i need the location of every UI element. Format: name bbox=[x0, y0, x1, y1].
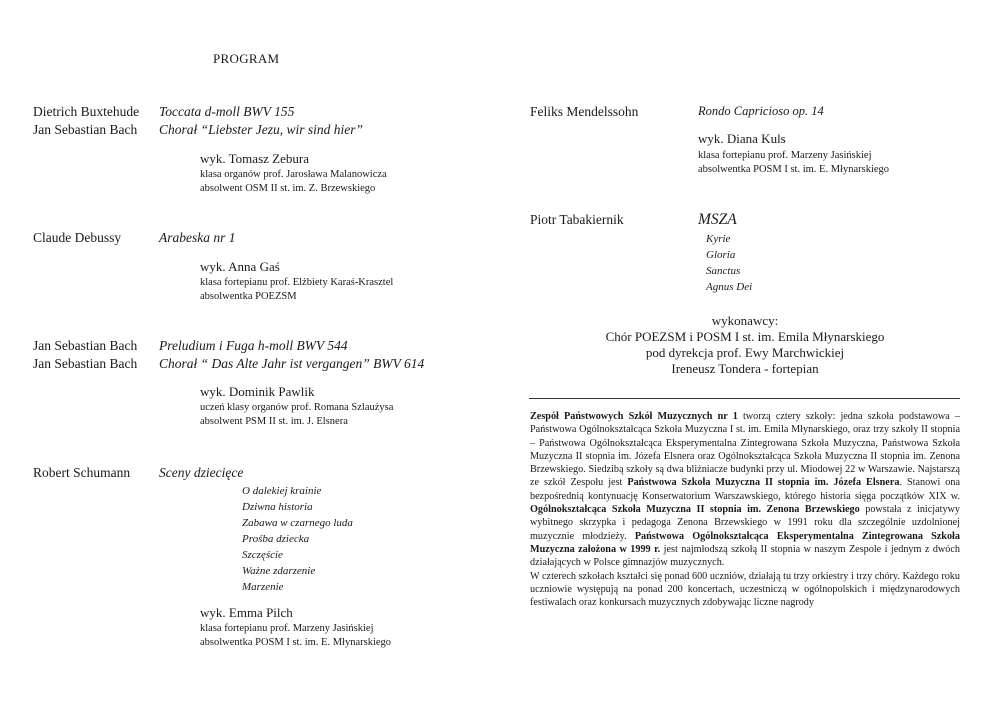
work-arabeska: Arabeska nr 1 bbox=[159, 230, 236, 245]
composer-debussy: Claude Debussy bbox=[33, 230, 122, 245]
bold-text: Ogólnokształcąca Szkoła Muzyczna II stopnia im. Zenona Brzewskiego bbox=[530, 504, 860, 516]
performer-name: wyk. Diana Kuls bbox=[698, 131, 786, 146]
school-description bbox=[530, 410, 960, 609]
performer-class: klasa organów prof. Jarosława Malanowicza bbox=[200, 169, 387, 180]
performers-line: pod dyrekcja prof. Ewy Marchwickiej bbox=[645, 345, 845, 360]
performer-school: absolwent OSM II st. im. Z. Brzewskiego bbox=[200, 183, 376, 194]
mass-part: Kyrie bbox=[706, 233, 731, 245]
movement-item: Dziwna historia bbox=[242, 501, 313, 513]
performer-name: wyk. Anna Gaś bbox=[200, 259, 280, 274]
performer-class: klasa fortepianu prof. Elżbiety Karaś-Krasztel bbox=[200, 277, 394, 288]
work-choral: Chorał “Liebster Jezu, wir sind hier” bbox=[159, 122, 364, 137]
performer-school: absolwent PSM II st. im. J. Elsnera bbox=[200, 416, 348, 427]
performer-class: uczeń klasy organów prof. Romana Szlaużysa bbox=[200, 402, 394, 413]
performer-school: absolwentka POSM I st. im. E. Młynarskiego bbox=[698, 164, 890, 175]
performers-line: Chór POEZSM i POSM I st. im. Emila Młynarskiego bbox=[605, 329, 885, 344]
movement-item: Zabawa w czarnego luda bbox=[242, 517, 353, 529]
performer-name: wyk. Emma Pilch bbox=[200, 605, 293, 620]
mass-part: Agnus Dei bbox=[706, 281, 753, 293]
work-choral: Chorał “ Das Alte Jahr ist vergangen” BWV 614 bbox=[159, 356, 425, 371]
work-preludium: Preludium i Fuga h-moll BWV 544 bbox=[159, 338, 348, 353]
composer-bach: Jan Sebastian Bach bbox=[33, 338, 138, 353]
bold-text: Państwowa Szkoła Muzyczna II stopnia im. Józefa Elsnera bbox=[627, 477, 900, 489]
body-text: powstała z inicjatywy wybitnego skrzypka i pedagoga Zenona Brzewskiego w 1991 roku dla szczególnie uzdolnionej muzycznie młodzieży. bbox=[530, 504, 960, 542]
body-text: jest najmłodszą szkołą II stopnia w naszym Zespole i jednym z dwóch działających w Polsce gimnazjów muzycznych. bbox=[530, 543, 960, 569]
work-toccata: Toccata d-moll BWV 155 bbox=[159, 104, 295, 119]
page-title: PROGRAM bbox=[213, 51, 280, 66]
body-text: tworzą cztery szkoły: jedna szkoła podstawowa – Państwowa Ogólnokształcąca Szkoła Muzyczna I st. im. Emila Młynarskiego, oraz trzy szkoły II stopnia – Państwowa Ogólnokształcąca Eksperymentalna Zintegrowana Szkoła Muzyczna, Państwowa Szkoła Muzyczna II stopnia im. Józefa Elsnera oraz Ogólnokształcąca Szkoła Muzyczna II stopnia im. Zenona Brzewskiego. Siedzibą szkoły są dwa bliźniacze budynki przy ul. Miodowej 22 w Warszawie. Najstarszą ze szkół Zespołu jest bbox=[530, 411, 960, 489]
performer-school: absolwentka POSM I st. im. E. Młynarskiego bbox=[200, 637, 392, 648]
composer-bach: Jan Sebastian Bach bbox=[33, 122, 138, 137]
divider bbox=[529, 398, 960, 399]
body-text: . Stanowi ona bezpośrednią kontynuację Konserwatorium Warszawskiego, którego historia sięga początków XIX w. bbox=[530, 477, 961, 502]
mass-part: Gloria bbox=[706, 249, 736, 261]
composer-bach: Jan Sebastian Bach bbox=[33, 356, 138, 371]
composer-schumann: Robert Schumann bbox=[33, 465, 131, 480]
movement-item: O dalekiej krainie bbox=[242, 485, 322, 497]
work-msza: MSZA bbox=[698, 211, 737, 228]
performer-name: wyk. Tomasz Zebura bbox=[200, 151, 309, 166]
performers-line: Ireneusz Tondera - fortepian bbox=[671, 361, 819, 376]
performer-school: absolwentka POEZSM bbox=[200, 291, 297, 302]
performer-class: klasa fortepianu prof. Marzeny Jasińskiej bbox=[698, 150, 872, 161]
composer-mendelssohn: Feliks Mendelssohn bbox=[530, 104, 639, 119]
movement-item: Marzenie bbox=[242, 581, 284, 593]
bold-text: Zespół Państwowych Szkół Muzycznych nr 1 bbox=[530, 411, 738, 422]
performer-class: klasa fortepianu prof. Marzeny Jasińskiej bbox=[200, 623, 374, 634]
movement-item: Ważne zdarzenie bbox=[242, 565, 316, 577]
description-paragraph: W czterech szkołach kształci się ponad 600 uczniów, działają tu trzy orkiestry i trzy chóry. Każdego roku uczniowie występują na ponad 200 koncertach, uczestniczą w ogólnopolskich i międzynarodowych festiwalach oraz konkursach muzycznych zdobywając liczne nagrody bbox=[530, 570, 960, 609]
composer-buxtehude: Dietrich Buxtehude bbox=[33, 104, 140, 119]
movement-item: Szczęście bbox=[242, 549, 283, 561]
mass-part: Sanctus bbox=[706, 265, 741, 277]
performers-heading: wykonawcy: bbox=[711, 313, 779, 328]
work-sceny: Sceny dziecięce bbox=[159, 465, 244, 480]
bold-text: Państwowa Ogólnokształcąca Eksperymentalna Zintegrowana Szkoła Muzyczna założona w 1999 r. bbox=[530, 530, 960, 555]
work-rondo: Rondo Capricioso op. 14 bbox=[698, 104, 824, 118]
description-paragraph bbox=[530, 410, 960, 570]
composer-tabakiernik: Piotr Tabakiernik bbox=[530, 212, 624, 227]
performer-name: wyk. Dominik Pawlik bbox=[200, 384, 315, 399]
movement-item: Prośba dziecka bbox=[242, 533, 310, 545]
